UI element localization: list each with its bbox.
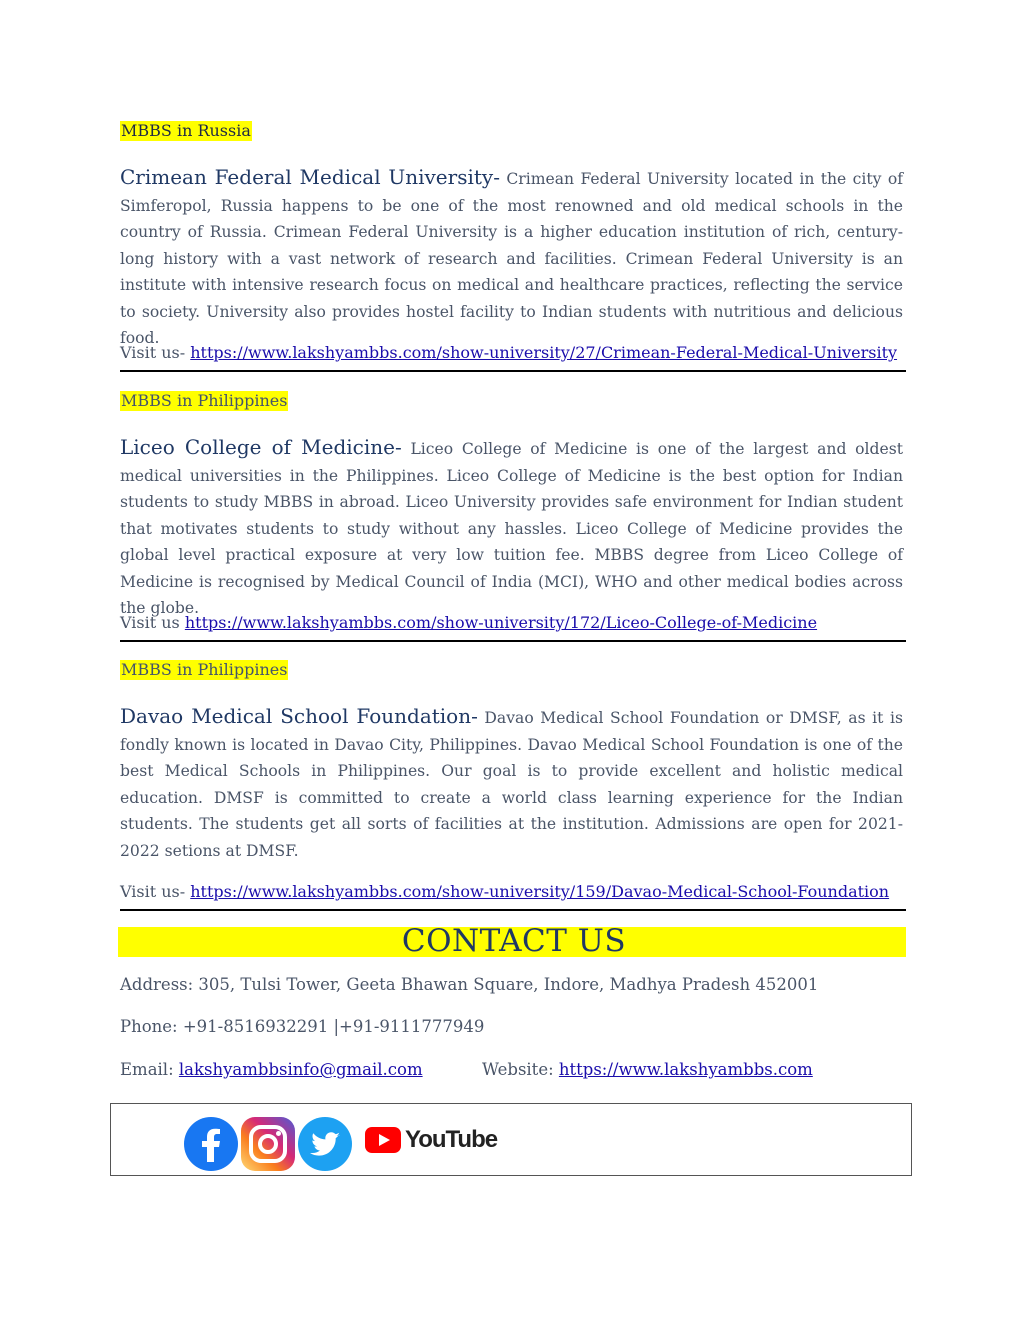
visit-label: Visit us [120,613,185,632]
contact-website-line [482,1059,813,1081]
visit-label: Visit us- [120,882,191,901]
contact-email-line [120,1059,423,1081]
website-label: Website: [482,1060,559,1079]
twitter-icon[interactable] [297,1116,353,1172]
website-link[interactable]: https://www.lakshyambbs.com [558,1060,813,1079]
university-title-liceo: Liceo College of Medicine- [120,435,402,459]
university-link-davao[interactable]: https://www.lakshyambbs.com/show-university/159/Davao-Medical-School-Foundation [190,882,890,901]
youtube-icon [365,1127,401,1153]
university-description-liceo: Liceo College of Medicine is one of the largest and oldest medical universities in the Philippines. Liceo College of Medicine is the best option for Indian students to study MBBS in abroad. Liceo University provides safe environment for Indian student that motivates students to study without any hassles. Liceo College of Medicine provides the global level practical exposure at very low tuition fee. MBBS degree from Liceo College of Medicine is recognised by Medical Council of India (MCI), WHO and other medical bodies across the globe. [120,440,904,617]
social-links-box [110,1103,912,1176]
youtube-logo[interactable] [365,1126,497,1154]
visit-line-crimean [120,342,897,364]
visit-line-davao [120,881,889,903]
section-divider [120,370,906,372]
youtube-wordmark: YouTube [405,1126,498,1153]
section-divider [120,909,906,911]
contact-address: Address: 305, Tulsi Tower, Geeta Bhawan Square, Indore, Madhya Pradesh 452001 [120,975,819,994]
email-label: Email: [120,1060,179,1079]
university-link-liceo[interactable]: https://www.lakshyambbs.com/show-university/172/Liceo-College-of-Medicine [184,613,818,632]
contact-phone: Phone: +91-8516932291 |+91-9111777949 [120,1017,485,1036]
university-title-davao: Davao Medical School Foundation- [120,704,478,728]
email-link[interactable]: lakshyambbsinfo@gmail.com [178,1060,423,1079]
university-title-crimean: Crimean Federal Medical University- [120,165,500,189]
visit-line-liceo [120,612,817,634]
section-body-liceo [120,434,903,622]
university-description-crimean: Crimean Federal University located in the city of Simferopol, Russia happens to be one of the most renowned and old medical schools in the country of Russia. Crimean Federal University is a higher education institution of rich, century-long history with a vast network of research and facilities. Crimean Federal University is an institute with intensive research focus on medical and healthcare practices, reflecting the service to society. University also provides hostel facility to Indian students with nutritious and delicious food. [120,170,903,347]
section-divider [120,640,906,642]
university-link-crimean[interactable]: https://www.lakshyambbs.com/show-university/27/Crimean-Federal-Medical-University [190,343,898,362]
section-body-crimean [120,164,903,352]
section-tag-philippines: MBBS in Philippines [121,660,288,679]
section-tag-philippines: MBBS in Philippines [121,391,288,410]
contact-title: CONTACT US [401,923,627,959]
section-body-davao [120,703,903,864]
university-description-davao: Davao Medical School Foundation or DMSF, as it is fondly known is located in Davao City, Philippines. Davao Medical School Foundation is one of the best Medical Schools in Philippines. Our goal is to provide excellent and holistic medical education. DMSF is committed to create a world class learning experience for the Indian students. The students get all sorts of facilities at the institution. Admissions are open for 2021-2022 setions at DMSF. [120,709,903,860]
visit-label: Visit us- [120,343,191,362]
facebook-icon[interactable] [183,1116,239,1172]
section-tag-russia: MBBS in Russia [121,121,251,140]
instagram-icon[interactable] [240,1116,296,1172]
